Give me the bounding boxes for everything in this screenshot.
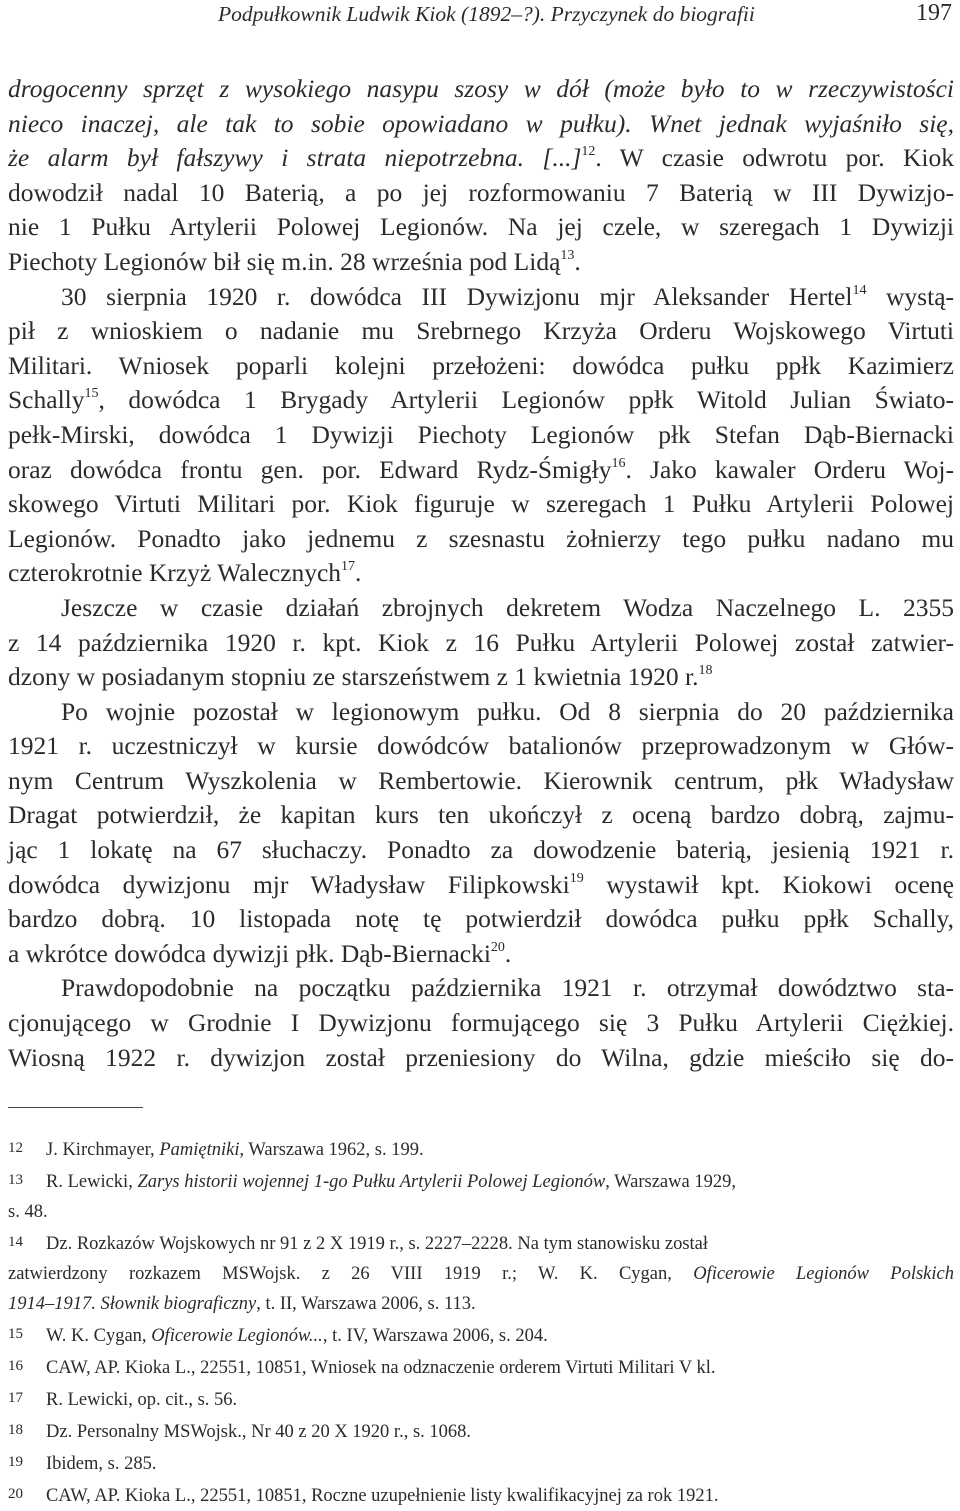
footnote-15	[8, 1319, 954, 1351]
text-span: Piechoty Legionów bił się m.in. 28 września pod Lidą	[8, 246, 561, 276]
footnote-14	[8, 1227, 954, 1319]
footnote-ref[interactable]: 18	[698, 663, 713, 679]
footnote-number: 19	[8, 1454, 23, 1470]
footnote-text: Dz. Rozkazów Wojskowych nr 91 z 2 X 1919 r., s. 2227–2228. Na tym stanowisku został	[46, 1234, 709, 1254]
footnote-ref[interactable]: 19	[569, 870, 584, 886]
text-line: Po wojnie pozostał w legionowym pułku. Od 8 sierpnia do 20 października	[61, 696, 954, 726]
footnote-line	[8, 1289, 954, 1319]
footnote-18	[8, 1415, 954, 1447]
footnote-19	[8, 1447, 954, 1479]
footnote-text: R. Lewicki,	[46, 1172, 138, 1192]
main-text	[8, 72, 954, 1075]
text-span: dzony w posiadanym stopniu ze starszeństwem z 1 kwietnia 1920 r.	[8, 662, 699, 692]
text-span: oraz dowódca frontu gen. por. Edward Rydz-Śmigły	[8, 454, 612, 484]
footnote-title: Oficerowie Legionów Polskich	[693, 1264, 954, 1284]
text-line: Jeszcze w czasie działań zbrojnych dekretem Wodza Naczelnego L. 2355	[61, 592, 954, 622]
footnote-text: CAW, AP. Kioka L., 22551, 10851, Roczne uzupełnienie listy kwalifikacyjnej za rok 1921.	[46, 1486, 719, 1506]
footnote-17	[8, 1383, 954, 1415]
footnote-text: Ibidem, s. 285.	[46, 1454, 157, 1474]
text-line: Wiosną 1922 r. dywizjon został przeniesiony do Wilna, gdzie mieściło się do-	[8, 1042, 954, 1072]
footnote-text: s. 48.	[8, 1202, 48, 1222]
text-span: wystawił kpt. Kiokowi ocenę	[583, 869, 954, 899]
footnote-number: 13	[8, 1172, 23, 1188]
text-line: cjonującego w Grodnie I Dywizjonu formującego się 3 Pułku Artylerii Ciężkiej.	[8, 1008, 954, 1038]
text-line: jąc 1 lokatę na 67 słuchaczy. Ponadto za dowodzenie baterią, jesienią 1921 r.	[8, 835, 954, 865]
footnote-text: , Warszawa 1929,	[605, 1172, 736, 1192]
text-line: Legionów. Ponadto jako jednemu z szesnastu żołnierzy tego pułku nadano mu	[8, 523, 954, 553]
text-line	[8, 453, 954, 488]
text-span: Schally	[8, 385, 85, 415]
page-header	[0, 0, 960, 40]
footnote-20	[8, 1479, 954, 1511]
footnote-title: Oficerowie Legionów...	[151, 1326, 323, 1346]
text-line: bardzo dobrą. 10 listopada notę tę potwierdził dowódca pułku ppłk Schally,	[8, 904, 954, 934]
footnote-line	[8, 1259, 954, 1289]
footnote-text: R. Lewicki, op. cit., s. 56.	[46, 1390, 238, 1410]
footnote-text: Dz. Personalny MSWojsk., Nr 40 z 20 X 1920 r., s. 1068.	[46, 1422, 472, 1442]
text-line: dowodził nadal 10 Baterią, a po jej rozformowaniu 7 Baterią w III Dywizjo-	[8, 177, 954, 207]
footnote-12	[8, 1133, 954, 1165]
text-line	[8, 868, 954, 903]
text-line: pełk-Mirski, dowódca 1 Dywizji Piechoty Legionów płk Stefan Dąb-Biernacki	[8, 419, 954, 449]
footnote-text: zatwierdzony rozkazem MSWojsk. z 26 VIII 1919 r.; W. K. Cygan,	[8, 1264, 694, 1284]
footnote-ref[interactable]: 16	[611, 455, 626, 471]
text-span: . W czasie odwrotu por. Kiok	[595, 143, 954, 173]
footnote-ref[interactable]: 15	[84, 386, 99, 402]
text-span: , dowódca 1 Brygady Artylerii Legionów ppłk Witold Julian Świato-	[98, 385, 954, 415]
text-span: wystą-	[866, 281, 955, 311]
footnote-text: CAW, AP. Kioka L., 22551, 10851, Wniosek na odznaczenie orderem Virtuti Militari V kl.	[46, 1358, 716, 1378]
text-span: 30 sierpnia 1920 r. dowódca III Dywizjonu mjr Aleksander Hertel	[61, 281, 853, 311]
footnote-separator	[8, 1107, 143, 1108]
text-line: z 14 października 1920 r. kpt. Kiok z 16 Pułku Artylerii Polowej został zatwier-	[8, 627, 954, 657]
footnote-ref[interactable]: 20	[490, 939, 505, 955]
text-line: nie 1 Pułku Artylerii Polowej Legionów. Na jej czele, w szeregach 1 Dywizji	[8, 212, 954, 242]
text-span: . Jako kawaler Orderu Woj-	[625, 454, 955, 484]
text-line: nieco inaczej, ale tak to sobie opowiadano w pułku). Wnet jednak wyjaśniło się,	[8, 108, 954, 138]
footnote-number: 16	[8, 1358, 23, 1374]
text-line: skowego Virtuti Militari por. Kiok figuruje w szeregach 1 Pułku Artylerii Polowej	[8, 489, 954, 519]
footnote-16	[8, 1351, 954, 1383]
footnote-text: , t. II, Warszawa 2006, s. 113.	[256, 1294, 476, 1314]
text-span: .	[574, 246, 581, 276]
running-title: Podpułkownik Ludwik Kiok (1892–?). Przyczynek do biografii	[218, 2, 755, 26]
page-number: 197	[916, 0, 952, 26]
text-line: Prawdopodobnie na początku października 1921 r. otrzymał dowództwo sta-	[61, 973, 954, 1003]
text-span: .	[355, 558, 362, 588]
footnotes	[8, 1133, 954, 1511]
text-span: dowódca dywizjonu mjr Władysław Filipkowski	[8, 869, 570, 899]
quote-text: że alarm był fałszywy i strata niepotrzebna. [...]	[8, 143, 582, 173]
text-line	[8, 383, 954, 418]
text-span: a wkrótce dowódca dywizji płk. Dąb-Biernacki	[8, 938, 491, 968]
text-line	[8, 660, 954, 695]
footnote-title: Zarys historii wojennej 1-go Pułku Artylerii Polowej Legionów	[137, 1172, 606, 1192]
footnote-number: 17	[8, 1390, 23, 1406]
footnote-number: 14	[8, 1234, 23, 1250]
footnote-title: 1914–1917. Słownik biograficzny	[8, 1294, 257, 1314]
text-line	[8, 245, 954, 280]
footnote-13	[8, 1165, 954, 1227]
footnote-text: W. K. Cygan,	[46, 1326, 152, 1346]
footnote-title: Pamiętniki	[159, 1140, 240, 1160]
text-line	[8, 937, 954, 972]
text-span: .	[504, 938, 512, 968]
text-line: Militari. Wniosek poparli kolejni przełożeni: dowódca pułku ppłk Kazimierz	[8, 350, 954, 380]
footnote-ref[interactable]: 12	[581, 144, 596, 160]
footnote-ref[interactable]: 14	[852, 282, 867, 298]
text-span: czterokrotnie Krzyż Walecznych	[8, 558, 342, 588]
footnote-text: , t. IV, Warszawa 2006, s. 204.	[322, 1326, 548, 1346]
text-line: pił z wnioskiem o nadanie mu Srebrnego Krzyża Orderu Wojskowego Virtuti	[8, 316, 954, 346]
footnote-number: 15	[8, 1326, 23, 1342]
text-line	[8, 280, 954, 315]
text-line	[8, 556, 954, 591]
text-line: Dragat potwierdził, że kapitan kurs ten ukończył z oceną bardzo dobrą, zajmu-	[8, 800, 954, 830]
text-line: 1921 r. uczestniczył w kursie dowódców batalionów przeprowadzonym w Głów-	[8, 731, 954, 761]
footnote-text: J. Kirchmayer,	[46, 1140, 160, 1160]
footnote-text: , Warszawa 1962, s. 199.	[239, 1140, 424, 1160]
footnote-ref[interactable]: 17	[341, 559, 356, 575]
text-line: drogocenny sprzęt z wysokiego nasypu szosy w dół (może było to w rzeczywistości	[8, 74, 954, 103]
footnote-number: 12	[8, 1140, 23, 1156]
footnote-number: 18	[8, 1422, 23, 1438]
footnote-ref[interactable]: 13	[560, 247, 575, 263]
text-line: nym Centrum Wyszkolenia w Rembertowie. Kierownik centrum, płk Władysław	[8, 765, 954, 795]
text-line	[8, 141, 954, 176]
footnote-number: 20	[8, 1486, 23, 1502]
